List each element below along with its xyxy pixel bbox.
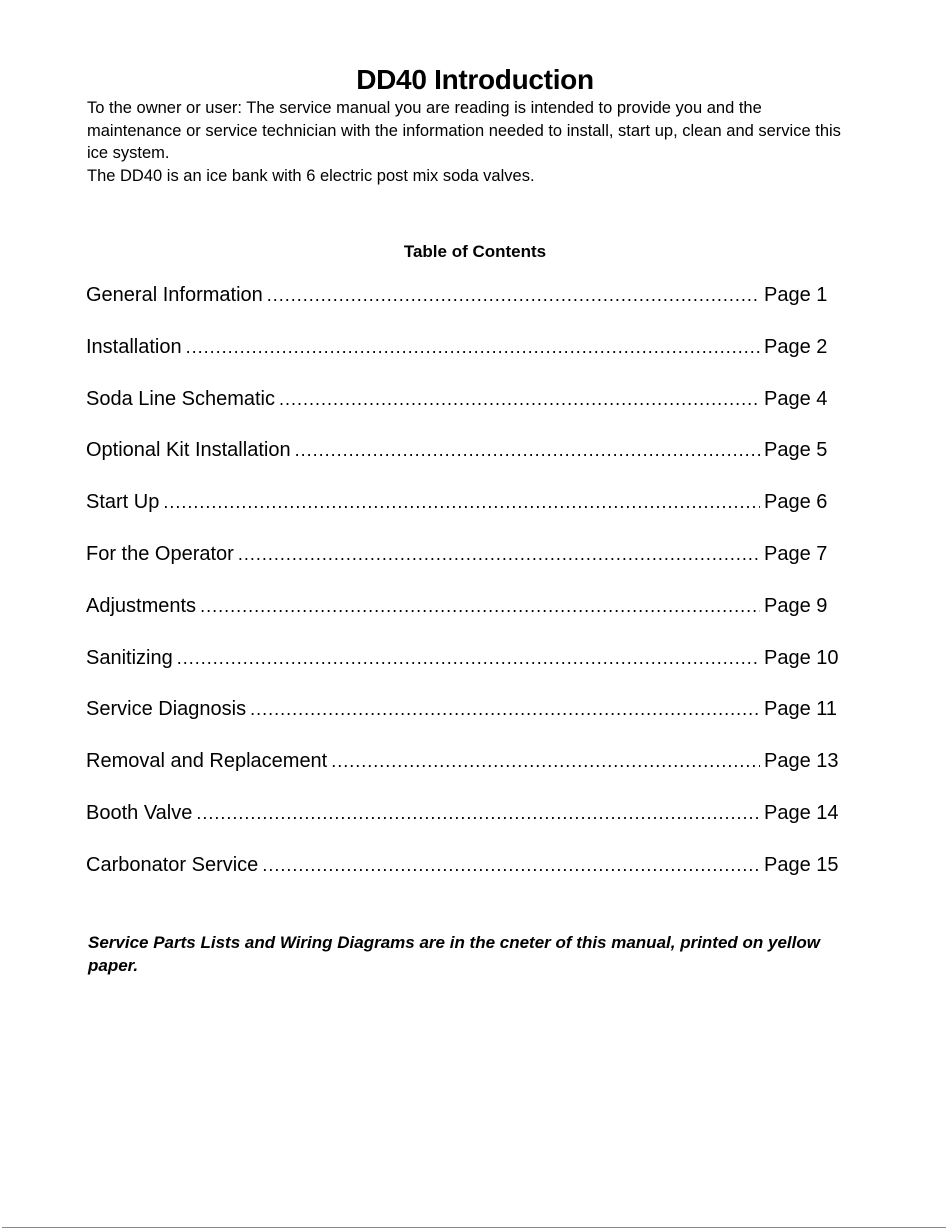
toc-label: Installation [86, 335, 182, 358]
toc-heading: Table of Contents [403, 242, 547, 261]
toc-page-number: Page 7 [764, 542, 828, 565]
dot-leader [200, 596, 760, 617]
toc-entry-general-information [86, 284, 846, 336]
toc-entry-installation [86, 336, 846, 388]
toc-entry-removal-and-replacement [86, 750, 846, 802]
toc-page-number: Page 11 [764, 698, 838, 721]
toc-entry-for-the-operator [86, 543, 846, 595]
toc-page-number: Page 14 [764, 801, 839, 824]
page-bottom-divider [2, 1227, 946, 1228]
toc-label: Sanitizing [86, 646, 173, 669]
toc-entry-start-up [86, 491, 846, 543]
toc-entry-adjustments [86, 595, 846, 647]
toc-label: Start Up [86, 491, 160, 514]
toc-label: Optional Kit Installation [86, 439, 291, 462]
dot-leader [250, 699, 760, 720]
toc-page-number: Page 4 [764, 387, 828, 410]
toc-label: Soda Line Schematic [86, 387, 276, 410]
toc-page-number: Page 9 [764, 594, 828, 617]
toc-page-number: Page 15 [764, 853, 839, 876]
intro-paragraph: The DD40 is an ice bank with 6 electric post mix soda valves. [87, 166, 535, 185]
dot-leader [279, 389, 760, 410]
dot-leader [238, 544, 760, 565]
toc-entry-optional-kit-installation [86, 439, 846, 491]
dot-leader [196, 803, 760, 824]
toc-label: Service Diagnosis [86, 698, 247, 721]
intro-section [87, 97, 857, 187]
toc-page-number: Page 5 [764, 439, 828, 462]
toc-label: Adjustments [86, 594, 197, 617]
toc-label: General Information [86, 284, 263, 306]
table-of-contents [86, 284, 846, 906]
dot-leader [177, 648, 760, 669]
toc-page-number: Page 6 [764, 491, 828, 514]
toc-page-number: Page 13 [764, 750, 839, 773]
intro-paragraph: To the owner or user: The service manual you are reading is intended to provide you and the maintenance or service technician with the information needed to install, start up, clean and service this ice system. [87, 99, 841, 162]
toc-entry-soda-line-schematic [86, 388, 846, 440]
toc-label: Carbonator Service [86, 853, 259, 876]
toc-entry-carbonator-service [86, 854, 846, 906]
dot-leader [262, 855, 760, 876]
toc-entry-service-diagnosis [86, 698, 846, 750]
dot-leader [186, 337, 760, 358]
dot-leader [331, 751, 760, 772]
parts-lists-note: Service Parts Lists and Wiring Diagrams are in the cneter of this manual, printed on yellow paper. [88, 933, 820, 975]
toc-page-number: Page 1 [764, 284, 828, 306]
toc-entry-sanitizing [86, 647, 846, 699]
page-title: DD40 Introduction [356, 64, 594, 95]
dot-leader [163, 492, 760, 513]
toc-page-number: Page 2 [764, 335, 828, 358]
toc-label: For the Operator [86, 542, 234, 565]
toc-page-number: Page 10 [764, 646, 839, 669]
toc-entry-booth-valve [86, 802, 846, 854]
toc-label: Booth Valve [86, 801, 193, 824]
toc-label: Removal and Replacement [86, 750, 328, 773]
dot-leader [267, 285, 760, 306]
dot-leader [295, 440, 760, 461]
